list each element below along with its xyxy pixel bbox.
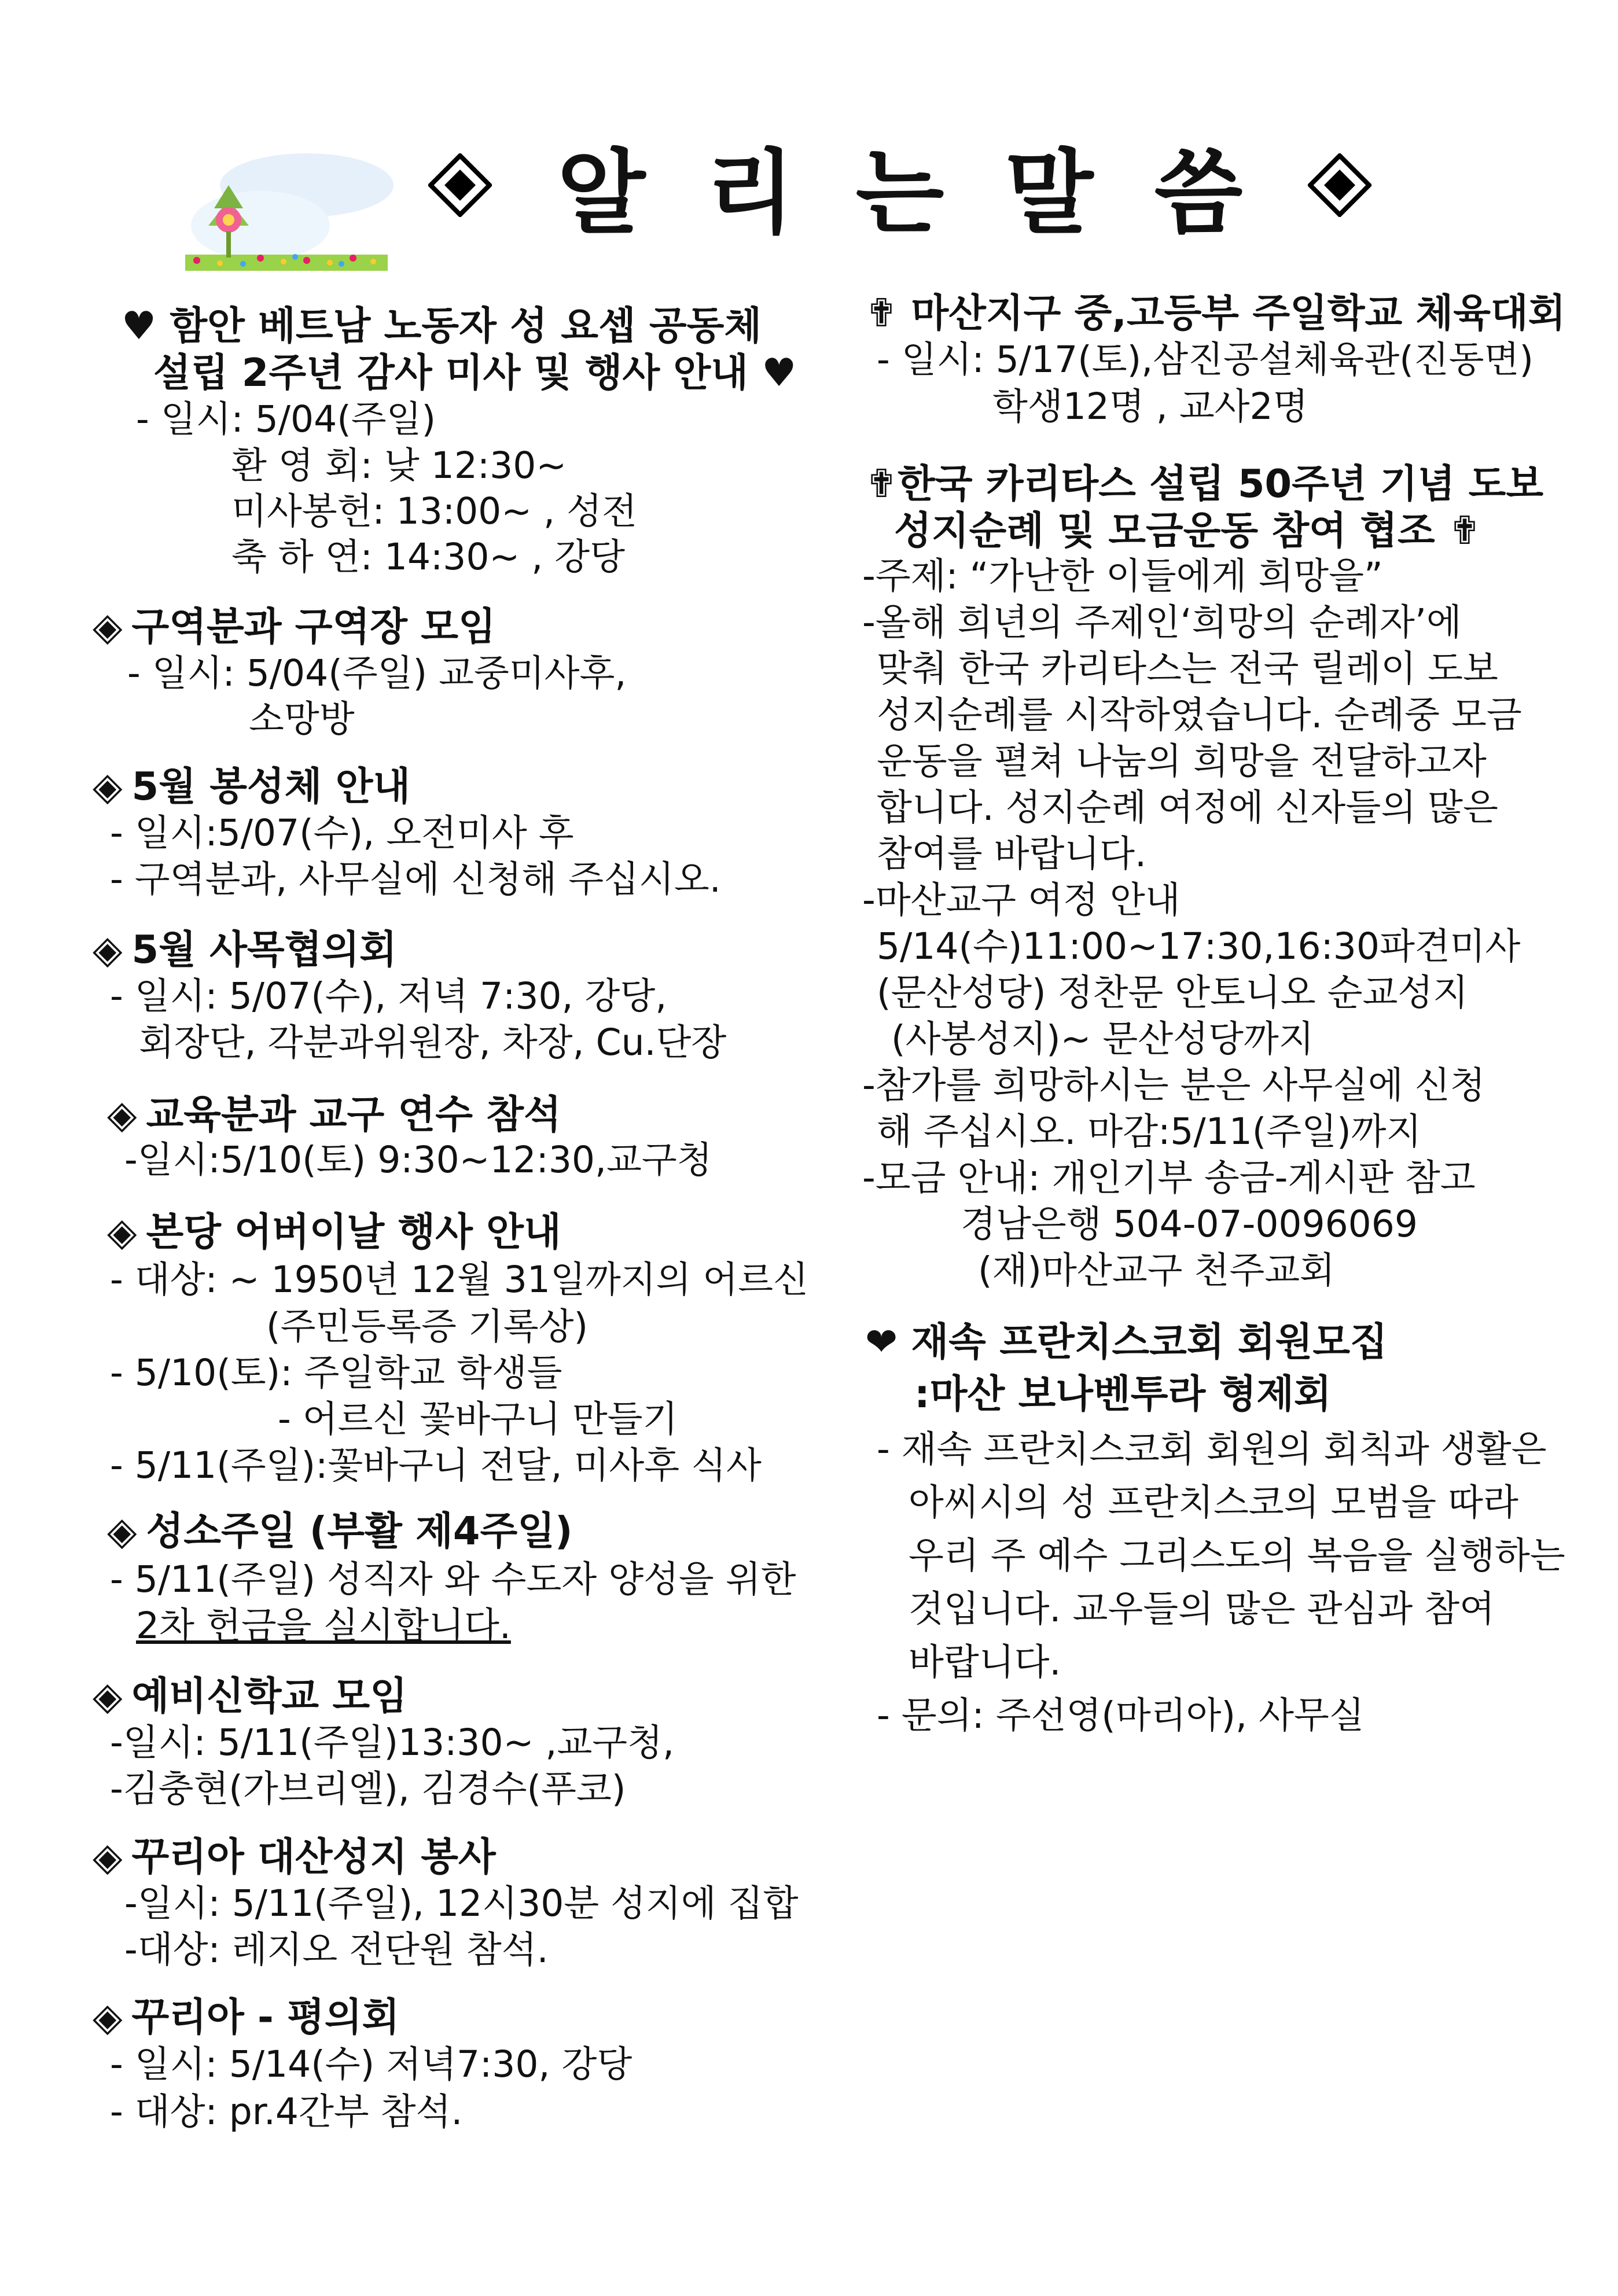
franciscan-heading-1: ❤ 재속 프란치스코회 회원모집	[865, 1319, 1388, 1364]
caritas-line: 5/14(수)11:00~17:30,16:30파견미사	[877, 925, 1521, 967]
franciscan-line: 우리 주 예수 그리스도의 복음을 실행하는	[909, 1535, 1565, 1577]
curia-service-line: -대상: 레지오 전단원 참석.	[124, 1929, 549, 1971]
sports-heading: ✟ 마산지구 중,고등부 주일학교 체육대회	[865, 290, 1566, 336]
caritas-line: -참가를 희망하시는 분은 사무실에 신청	[862, 1064, 1485, 1106]
curia-council-line: - 대상: pr.4간부 참석.	[110, 2091, 463, 2133]
diamond-icon: ◈	[93, 1673, 123, 1719]
vietnam-line: 미사봉헌: 13:00~ , 성전	[231, 490, 637, 532]
offering-line: - 일시:5/07(수), 오전미사 후	[110, 812, 574, 854]
franciscan-line: 바랍니다.	[909, 1641, 1061, 1683]
diamond-icon: ◈	[107, 1092, 137, 1137]
caritas-line: 해 주십시오. 마감:5/11(주일)까지	[877, 1110, 1422, 1153]
parents-line: - 어르신 꽃바구니 만들기	[278, 1398, 678, 1440]
vocation-line: - 5/11(주일) 성직자 와 수도자 양성을 위한	[110, 1558, 796, 1600]
pagoda-flowers-icon	[174, 139, 399, 278]
caritas-heading-1: ✟한국 카리타스 설립 50주년 기념 도보	[865, 461, 1544, 506]
diamond-icon: ◈	[93, 1834, 123, 1879]
diamond-icon: ◈	[93, 764, 123, 809]
franciscan-line: - 재속 프란치스코회 회원의 회칙과 생활은	[877, 1428, 1547, 1470]
diamond-icon: ◈	[93, 1995, 123, 2040]
caritas-heading-2: 성지순례 및 모금운동 참여 협조 ✟	[894, 508, 1481, 553]
diamond-icon	[1308, 153, 1371, 217]
caritas-line: (문산성당) 정찬문 안토니오 순교성지	[877, 972, 1469, 1014]
title-char: 말	[1005, 139, 1094, 246]
vietnam-line: 축 하 연: 14:30~ , 강당	[231, 536, 626, 578]
catechumen-line: -일시: 5/11(주일)13:30~ ,교구청,	[110, 1721, 675, 1764]
title-char: 리	[706, 139, 795, 246]
franciscan-heading-2: :마산 보나벤투라 형제회	[914, 1371, 1332, 1416]
caritas-line: -모금 안내: 개인기부 송금-게시판 참고	[862, 1157, 1476, 1199]
district-line: 소망방	[249, 698, 355, 740]
curia-service-line: -일시: 5/11(주일), 12시30분 성지에 집합	[124, 1882, 799, 1925]
caritas-line: 맞춰 한국 카리타스는 전국 릴레이 도보	[877, 647, 1498, 690]
offering-line: - 구역분과, 사무실에 신청해 주십시오.	[110, 858, 721, 900]
caritas-line: -마산교구 여정 안내	[862, 879, 1181, 921]
education-line: -일시:5/10(토) 9:30~12:30,교구청	[124, 1139, 712, 1181]
parents-line: - 대상: ~ 1950년 12월 31일까지의 어르신	[110, 1259, 808, 1301]
pastoral-line: 회장단, 각분과위원장, 차장, Cu.단장	[139, 1021, 727, 1064]
parents-line: - 5/10(토): 주일학교 학생들	[110, 1352, 562, 1394]
caritas-line: 합니다. 성지순례 여정에 신자들의 많은	[877, 786, 1498, 829]
catechumen-heading: ◈ 예비신학교 모임	[93, 1673, 407, 1719]
vietnam-heading-2: 설립 2주년 감사 미사 및 행사 안내 ♥	[153, 350, 797, 395]
sports-line: 학생12명 , 교사2명	[992, 385, 1308, 428]
diamond-icon: ◈	[107, 1508, 137, 1554]
curia-council-line: - 일시: 5/14(수) 저녁7:30, 강당	[110, 2043, 633, 2085]
title-text	[527, 120, 1273, 251]
title-char: 는	[855, 139, 944, 246]
catechumen-line: -김충현(가브리엘), 김경수(푸코)	[110, 1768, 626, 1810]
caritas-line: (사봉성지)~ 문산성당까지	[891, 1018, 1314, 1060]
parents-line: - 5/11(주일):꽃바구니 전달, 미사후 식사	[110, 1444, 762, 1486]
diamond-icon: ◈	[107, 1209, 137, 1254]
caritas-line: (재)마산교구 천주교회	[978, 1249, 1335, 1292]
title-char: 씀	[1154, 139, 1243, 246]
vocation-line: 2차 헌금을 실시합니다.	[136, 1605, 511, 1647]
caritas-line: 운동을 펼쳐 나눔의 희망을 전달하고자	[877, 740, 1487, 782]
sports-line: - 일시: 5/17(토),삼진공설체육관(진동면)	[877, 338, 1534, 381]
curia-service-heading: ◈ 꾸리아 대산성지 봉사	[93, 1834, 496, 1879]
district-line: - 일시: 5/04(주일) 교중미사후,	[127, 652, 627, 694]
caritas-line: 경남은행 504-07-0096069	[961, 1203, 1418, 1245]
offering-heading: ◈ 5월 봉성체 안내	[93, 764, 411, 809]
page-title	[428, 130, 1371, 246]
vietnam-line: 환 영 회: 낮 12:30~	[231, 444, 567, 487]
caritas-line: -올해 희년의 주제인‘희망의 순례자’에	[862, 601, 1462, 643]
parents-heading: ◈ 본당 어버이날 행사 안내	[107, 1209, 561, 1254]
vietnam-date: - 일시: 5/04(주일)	[136, 398, 436, 440]
diamond-icon: ◈	[93, 927, 123, 972]
curia-council-heading: ◈ 꾸리아 - 평의회	[93, 1995, 400, 2040]
franciscan-line: 것입니다. 교우들의 많은 관심과 참여	[909, 1588, 1495, 1630]
education-heading: ◈ 교육분과 교구 연수 참석	[107, 1092, 561, 1137]
vietnam-heading-1: ♥ 함안 베트남 노동자 성 요셉 공동체	[122, 303, 762, 348]
pastoral-heading: ◈ 5월 사목협의회	[93, 927, 397, 972]
franciscan-line: - 문의: 주선영(마리아), 사무실	[877, 1694, 1365, 1736]
caritas-line: -주제: “가난한 이들에게 희망을”	[862, 555, 1383, 597]
caritas-line: 참여를 바랍니다.	[877, 833, 1147, 875]
diamond-icon: ◈	[93, 604, 123, 649]
diamond-icon	[428, 153, 492, 217]
caritas-line: 성지순례를 시작하였습니다. 순례중 모금	[877, 694, 1522, 736]
parents-line: (주민등록증 기록상)	[266, 1305, 589, 1348]
district-heading: ◈ 구역분과 구역장 모임	[93, 604, 496, 649]
title-char: 알	[557, 139, 646, 246]
franciscan-line: 아씨시의 성 프란치스코의 모범을 따라	[909, 1481, 1518, 1524]
vocation-heading: ◈ 성소주일 (부활 제4주일)	[107, 1508, 573, 1554]
pastoral-line: - 일시: 5/07(수), 저녁 7:30, 강당,	[110, 975, 667, 1017]
